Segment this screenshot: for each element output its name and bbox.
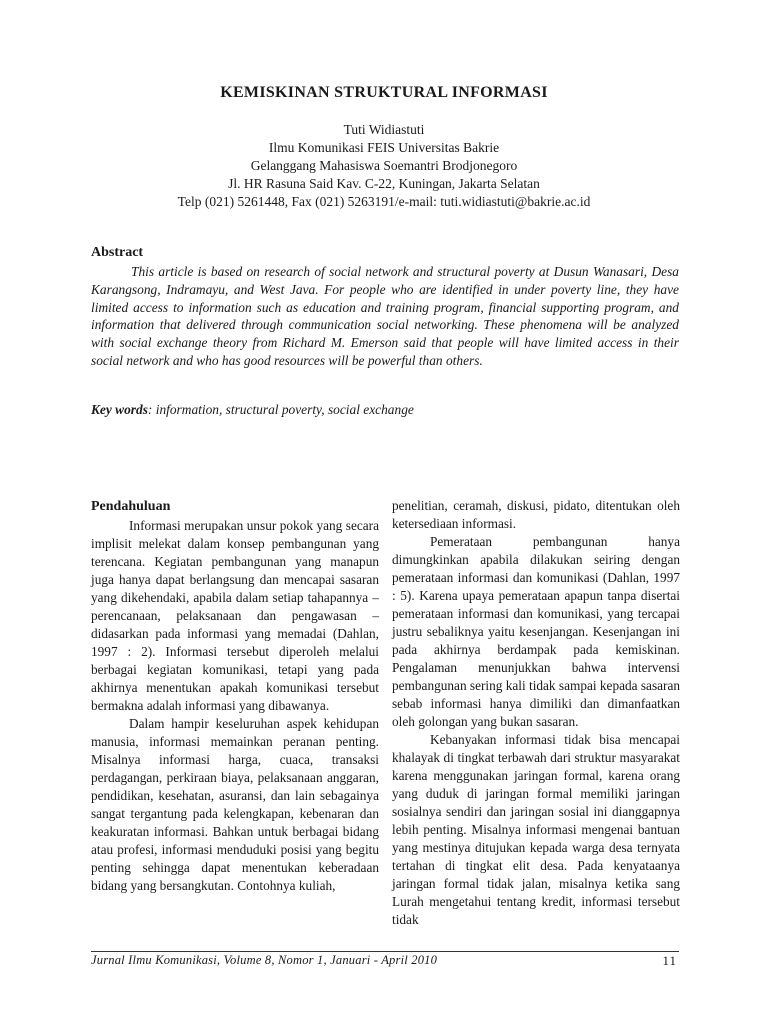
- contact-line: Telp (021) 5261448, Fax (021) 5263191/e-mail: tuti.widiastuti@bakrie.ac.id: [177, 194, 591, 209]
- author-block: [0, 121, 768, 211]
- body-paragraph: Kebanyakan informasi tidak bisa mencapai khalayak di tingkat terbawah dari struktur masyarakat karena menggunakan jaringan formal, karena orang yang duduk di jaringan formal memiliki jaringan sosialnya sendiri dan jaringan sosial ini dianggapnya lebih penting. Misalnya informasi mengenai bantuan yang mestinya ditujukan kepada warga desa ternyata tertahan di tingkat elit desa. Pada kenyataanya jaringan formal tidak jalan, misalnya ketika sang Lurah mengetahui tentang kredit, informasi tersebut tidak: [392, 732, 680, 927]
- footer-rule: [91, 951, 679, 952]
- affiliation-line: Jl. HR Rasuna Said Kav. C-22, Kuningan, Jakarta Selatan: [228, 176, 540, 191]
- abstract-body: This article is based on research of social network and structural poverty at Dusun Wanasari, Desa Karangsong, Indramayu, and West Java. For people who are identified in under poverty line, they have limited access to information such as education and training program, financial supporting program, and information that delivered through communication social networking. These phenomena will be analyzed with social exchange theory from Richard M. Emerson said that people will have limited access in their social network and who has good resources will be powerful than others.: [91, 264, 679, 368]
- body-paragraph: Dalam hampir keseluruhan aspek kehidupan manusia, informasi memainkan peranan penting. Misalnya informasi harga, cuaca, transaksi perdagangan, perkiraan biaya, pelaksanaan anggaran, pendidikan, kesehatan, asuransi, dan lain sebagainya sangat tergantung pada kelengkapan, kebenaran dan keakuratan informasi. Bahkan untuk berbagai bidang atau profesi, informasi menduduki posisi yang begitu penting sehingga dapat menentukan keberadaan bidang yang bersangkutan. Contohnya kuliah,: [91, 716, 379, 893]
- body-paragraph: penelitian, ceramah, diskusi, pidato, ditentukan oleh ketersediaan informasi.: [392, 498, 680, 531]
- affiliation-line: Ilmu Komunikasi FEIS Universitas Bakrie: [268, 140, 500, 155]
- right-column: [392, 497, 680, 929]
- affiliation-line: Gelanggang Mahasiswa Soemantri Brodjonegoro: [250, 158, 518, 173]
- paper-title: KEMISKINAN STRUKTURAL INFORMASI: [220, 84, 548, 101]
- author-name: Tuti Widiastuti: [343, 122, 425, 137]
- body-paragraph: Pemerataan pembangunan hanya dimungkinkan apabila dilakukan seiring dengan pemerataan informasi dan komunikasi (Dahlan, 1997 : 5). Karena upaya pemerataan apapun tanpa disertai pemerataan informasi dan komunikasi, yang tercapai justru sebaliknya yaitu kesenjangan. Kesenjangan ini pada akhirnya berdampak pada kemiskinan. Pengalaman menunjukkan bahwa intervensi pembangunan sering kali tidak sampai kepada sasaran sebab informasi hanya dimiliki dan dimanfaatkan oleh golongan yang bukan sasaran.: [392, 534, 680, 729]
- left-column: [91, 497, 379, 895]
- body-paragraph: Informasi merupakan unsur pokok yang secara implisit melekat dalam konsep pembangunan yang terencana. Kegiatan pembangunan yang manapun juga hanya dapat berlangsung dan mencapai sasaran yang dikehendaki, apabila dalam setiap tahapannya – perencanaan, pelaksanaan dan pengawasan – didasarkan pada informasi yang memadai (Dahlan, 1997 : 2). Informasi tersebut diperoleh melalui berbagai kegiatan komunikasi, tetapi yang pada akhirnya menentukan apakah komunikasi tersebut bermakna adalah informasi yang dibawanya.: [91, 518, 379, 713]
- abstract-heading: Abstract: [91, 245, 144, 260]
- footer-journal: Jurnal Ilmu Komunikasi, Volume 8, Nomor 1, Januari - April 2010: [91, 953, 438, 967]
- keywords-label: Key words: [91, 402, 148, 417]
- page-number: 11: [662, 953, 677, 968]
- section-heading-pendahuluan: Pendahuluan: [91, 499, 171, 514]
- keywords-line: [91, 402, 679, 418]
- keywords-text: : information, structural poverty, social exchange: [147, 402, 414, 417]
